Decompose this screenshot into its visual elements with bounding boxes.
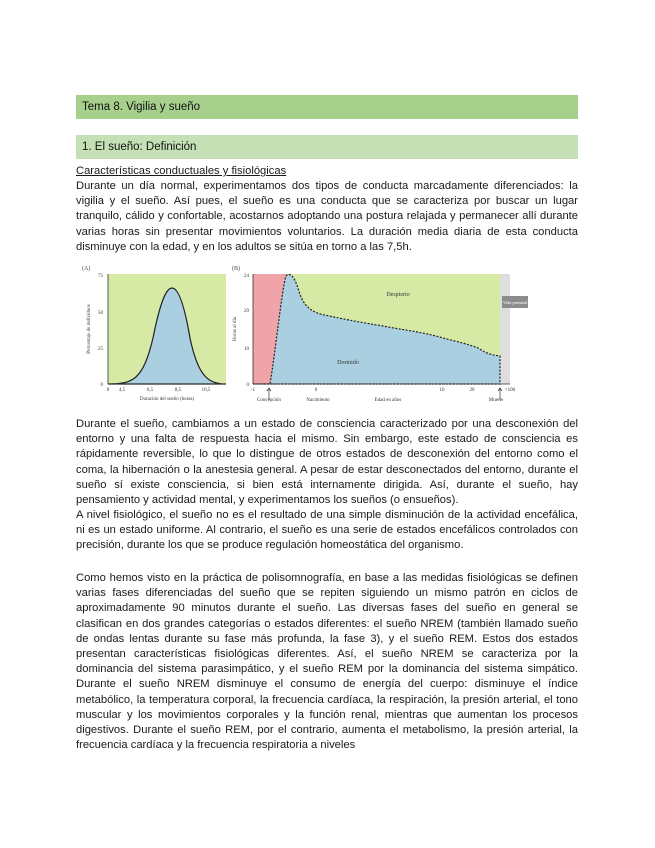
figure-b-event-death: Muerte xyxy=(488,398,504,403)
figure-b-ytick-10: 10 xyxy=(244,347,249,352)
paragraph-2: Durante el sueño, cambiamos a un estado de consciencia caracterizado por una desconexión del entorno y una falta de respuesta hacia el mismo. Sin embargo, este estado de consciencia es rápidamente reversible, lo que lo distingue de otros estados de desconexión del entorno como el coma, la hibernación o la anestesia general. A pesar de estar desconectados del entorno, durante el sueño sí existe consciencia, si bien está internamente dirigida. Así, durante el sueño, hay pensamiento y actividad mental, y experimentamos los sueños (o ensueños). xyxy=(76,418,578,507)
figure-a-sleep-duration xyxy=(78,258,228,404)
figure-a-xlabel: Duración del sueño (horas) xyxy=(139,397,195,402)
figure-a-xtick-8-5: 8,5 xyxy=(174,388,182,393)
paragraph-3: A nivel fisiológico, el sueño no es el resultado de una simple disminución de la actividad encefálica, ni es un estado uniforme. Al contrario, el sueño es una serie de estados encefálicos controlados con precisión, durante los que se produce regulación homeostática del organismo. xyxy=(76,509,578,552)
paragraph-1: Durante un día normal, experimentamos dos tipos de conducta marcadamente diferenciados: la vigilia y el sueño. Así pues, el sueño es una conducta que se caracteriza por buscar un lugar tranquilo, cálido y confortable, acostarnos adoptando una postura relajada y permanecer allí durante varias horas sin presentar movimientos voluntarios. La duración media diaria de esta conducta disminuye con la edad, y en los adultos se sitúa en torno a las 7,5h. xyxy=(76,180,578,253)
figure-b-xtick-100: >100 xyxy=(504,388,516,393)
figure-b-ylabel: Horas al día xyxy=(233,316,238,342)
figure-a-xtick-4-5: 4,5 xyxy=(118,388,126,393)
figure-b-event-conception: Concepción xyxy=(257,398,281,403)
figure-b-region-awake: Despierto xyxy=(386,292,410,298)
figure-b-xtick-20: 20 xyxy=(469,388,475,393)
figure-a-ytick-75: 75 xyxy=(98,274,103,279)
figure-b-region-asleep: Dormido xyxy=(337,360,359,366)
figure-a-ytick-0: 0 xyxy=(100,383,103,388)
figure-a-ytick-50: 50 xyxy=(98,311,103,316)
paragraph-4: Como hemos visto en la práctica de polisomnografía, en base a las medidas fisiológicas se definen varias fases diferenciadas del sueño que se repiten siguiendo un mismo patrón en ciclos de aproximadamente 90 minutos durante el sueño. Las diversas fases del sueño en general se clasifican en dos grandes categorías o estados diferentes: el sueño NREM (también llamado sueño de ondas lentas durante su fase más profunda, la fase 3), y el sueño REM. Estos dos estados presentan características fisiológicas diferentes. Así, el sueño NREM se caracteriza por la dominancia del sistema parasimpático, y el sueño REM por la dominancia del sistema simpático. Durante el sueño NREM disminuye el consumo de energía del cuerpo: disminuye el índice metabólico, la temperatura corporal, la frecuencia cardíaca, la respiración, la presión arterial, el tono muscular y los movimientos corporales y la función renal, mientras que aumentan los procesos digestivos. Durante el sueño REM, por el contrario, aumenta el metabolismo, la presión arterial, la frecuencia cardíaca y la frecuencia respiratoria a niveles xyxy=(76,572,578,752)
figure-b-panel-label: (B) xyxy=(232,266,240,272)
figure-b-end-strip xyxy=(500,274,510,384)
figure-b-xtick-minus1: -1 xyxy=(250,388,256,393)
figure-b-xtick-0: 0 xyxy=(314,388,318,393)
figure-b-ytick-20: 20 xyxy=(244,309,249,314)
figure-b-event-age: Edad en años xyxy=(374,398,402,403)
figure-a-xtick-10-5: 10,5 xyxy=(201,388,211,393)
figure-b-ytick-24: 24 xyxy=(244,274,249,279)
figure-a-xtick-0: 0 xyxy=(106,388,110,393)
figure-b-event-birth: Nacimiento xyxy=(306,398,330,403)
figure-a-ylabel: Porcentaje de individuos xyxy=(87,304,92,354)
figure-b-xtick-10: 10 xyxy=(439,388,445,393)
section-title: 1. El sueño: Definición xyxy=(76,135,578,159)
figure-a-ytick-25: 25 xyxy=(98,347,103,352)
figure-a-panel-label: (A) xyxy=(82,266,91,272)
figure-a-xtick-6-5: 6,5 xyxy=(146,388,154,393)
chapter-title: Tema 8. Vigilia y sueño xyxy=(76,95,578,119)
subsection-title: Características conductuales y fisiológicas xyxy=(76,165,287,177)
figure-b-sleep-lifespan xyxy=(228,258,528,404)
figure-b-ytick-0: 0 xyxy=(246,383,249,388)
figure-b-side-tag: Vida prenatal xyxy=(502,300,528,305)
